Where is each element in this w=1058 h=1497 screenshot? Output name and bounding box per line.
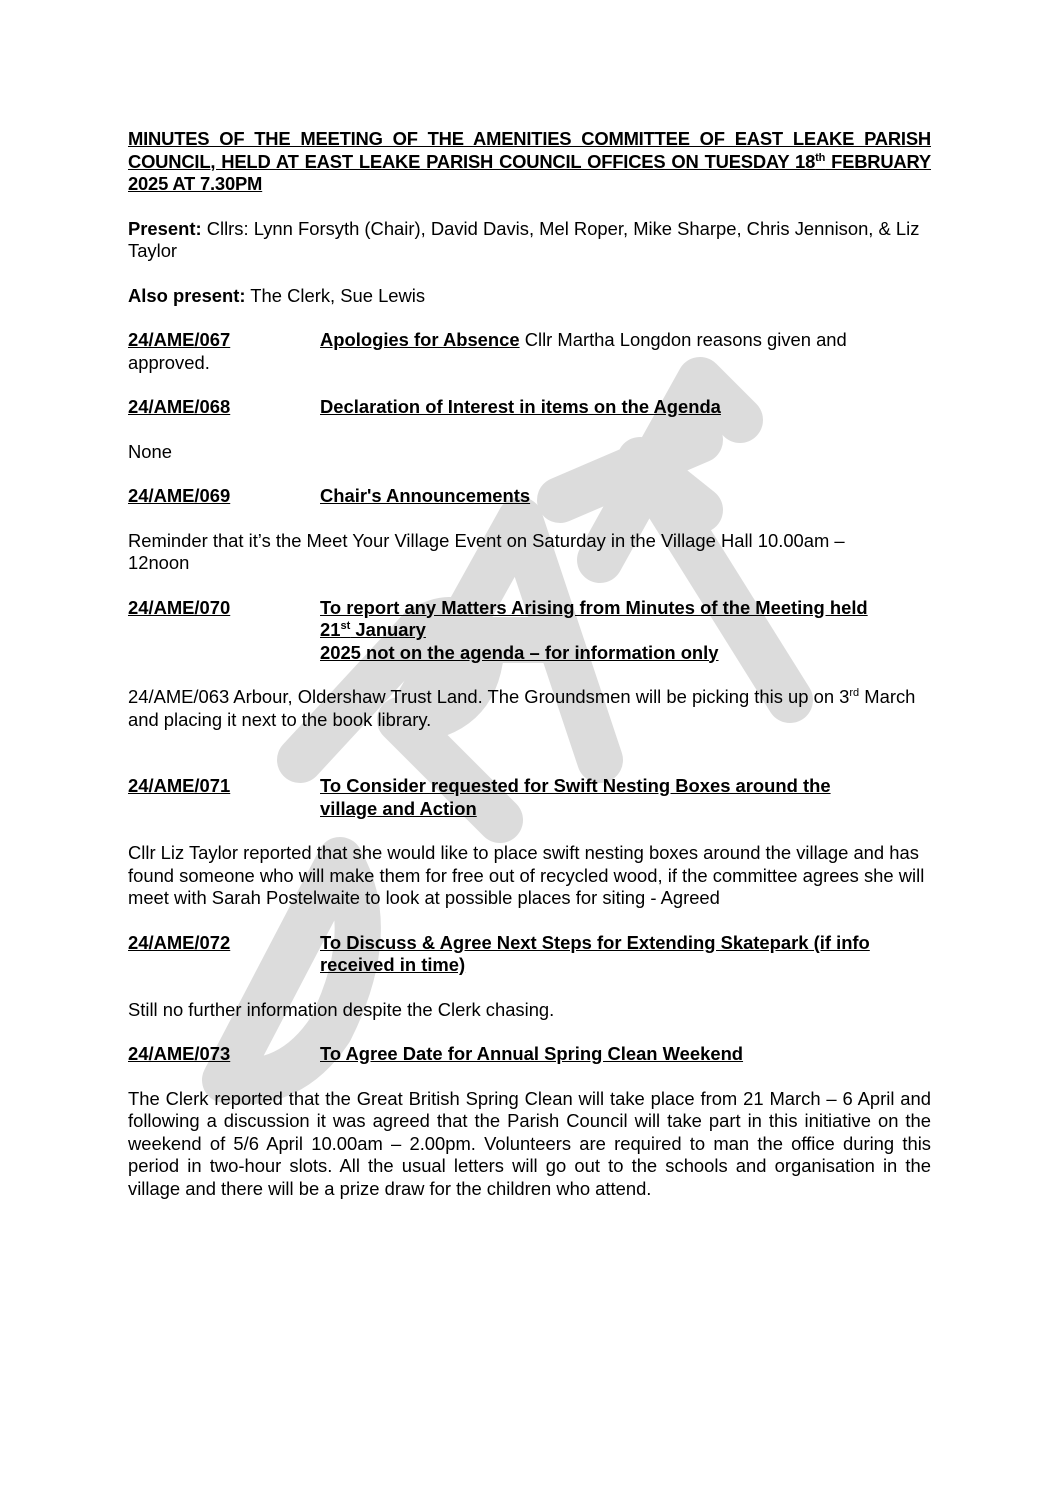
title-month: January bbox=[350, 619, 426, 640]
also-present-label: Also present: bbox=[128, 284, 246, 306]
minute-item-069 bbox=[128, 485, 931, 508]
minute-title-line bbox=[320, 619, 931, 642]
minute-body bbox=[128, 686, 931, 731]
minute-title: To Discuss & Agree Next Steps for Extending Skatepark (if info received in time) bbox=[320, 931, 870, 975]
minute-title: Apologies for Absence bbox=[320, 329, 520, 350]
title-tail: FEBRUARY 2025 AT 7.30PM bbox=[128, 150, 931, 194]
minute-ref: 24/AME/073 bbox=[128, 1043, 231, 1064]
minute-item-073 bbox=[128, 1043, 931, 1066]
minute-ref: 24/AME/072 bbox=[128, 931, 231, 953]
title-superscript: st bbox=[340, 619, 351, 632]
minute-ref: 24/AME/070 bbox=[128, 596, 231, 618]
minute-item-070 bbox=[128, 597, 931, 665]
also-present-text: The Clerk, Sue Lewis bbox=[245, 284, 426, 306]
present-text: Cllrs: Lynn Forsyth (Chair), David Davis, Mel Roper, Mike Sharpe, Chris Jennison, & Liz Taylor bbox=[128, 217, 920, 261]
minute-ref: 24/AME/068 bbox=[128, 396, 231, 417]
minute-body: Reminder that it’s the Meet Your Village Event on Saturday in the Village Hall 10.00am – 12noon bbox=[128, 529, 845, 573]
minute-ref: 24/AME/069 bbox=[128, 485, 231, 506]
minute-item-071 bbox=[128, 775, 931, 820]
minute-ref: 24/AME/067 bbox=[128, 329, 231, 350]
minute-title-line: To report any Matters Arising from Minutes of the Meeting held bbox=[320, 596, 868, 618]
minute-body: Cllr Martha Longdon reasons given and approved. bbox=[128, 329, 847, 373]
minute-title: To Consider requested for Swift Nesting Boxes around the village and Action bbox=[320, 775, 831, 819]
present-label: Present: bbox=[128, 217, 202, 239]
title-superscript: th bbox=[815, 151, 826, 164]
minutes-document bbox=[128, 128, 931, 1200]
minute-ref: 24/AME/071 bbox=[128, 775, 231, 796]
minute-title bbox=[320, 597, 931, 665]
minute-body: The Clerk reported that the Great British Spring Clean will take place from 21 March – 6 April and following a discussion it was agreed that the Parish Council will take part in this initiative on the weekend of 5/6 April 10.00am – 2.00pm. Volunteers are required to man the office during this period in two-hour slots. All the usual letters will go out to the schools and organisation in the village and there will be a prize draw for the children who attend. bbox=[128, 1087, 931, 1199]
minute-item-067 bbox=[128, 329, 931, 374]
title-main: MINUTES OF THE MEETING OF THE AMENITIES COMMITTEE OF EAST LEAKE PARISH COUNCIL, HELD AT EAST LEAKE PARISH COUNCIL OFFICES ON TUESDAY 18 bbox=[128, 128, 931, 172]
body-superscript: rd bbox=[849, 686, 860, 699]
body-text: 24/AME/063 Arbour, Oldershaw Trust Land. The Groundsmen will be picking this up on 3 bbox=[128, 686, 850, 707]
minute-title: Chair's Announcements bbox=[320, 485, 531, 506]
minute-item-072 bbox=[128, 932, 931, 977]
present-line bbox=[128, 218, 931, 263]
title-date: 21 bbox=[320, 619, 341, 640]
minute-title: Declaration of Interest in items on the Agenda bbox=[320, 396, 721, 417]
minute-title: To Agree Date for Annual Spring Clean Weekend bbox=[320, 1043, 744, 1064]
minute-body: Cllr Liz Taylor reported that she would like to place swift nesting boxes around the village and has found someone who will make them for free out of recycled wood, if the committee agrees she will meet with Sarah Postelwaite to look at possible places for siting - Agreed bbox=[128, 842, 925, 908]
minute-title-line: 2025 not on the agenda – for information only bbox=[320, 641, 719, 663]
body-text-tail: March and placing it next to the book library. bbox=[128, 686, 916, 730]
also-present-line bbox=[128, 285, 931, 308]
minute-body: None bbox=[128, 440, 172, 462]
document-title bbox=[128, 128, 931, 196]
minute-item-068 bbox=[128, 396, 931, 419]
minute-body: Still no further information despite the Clerk chasing. bbox=[128, 998, 555, 1020]
